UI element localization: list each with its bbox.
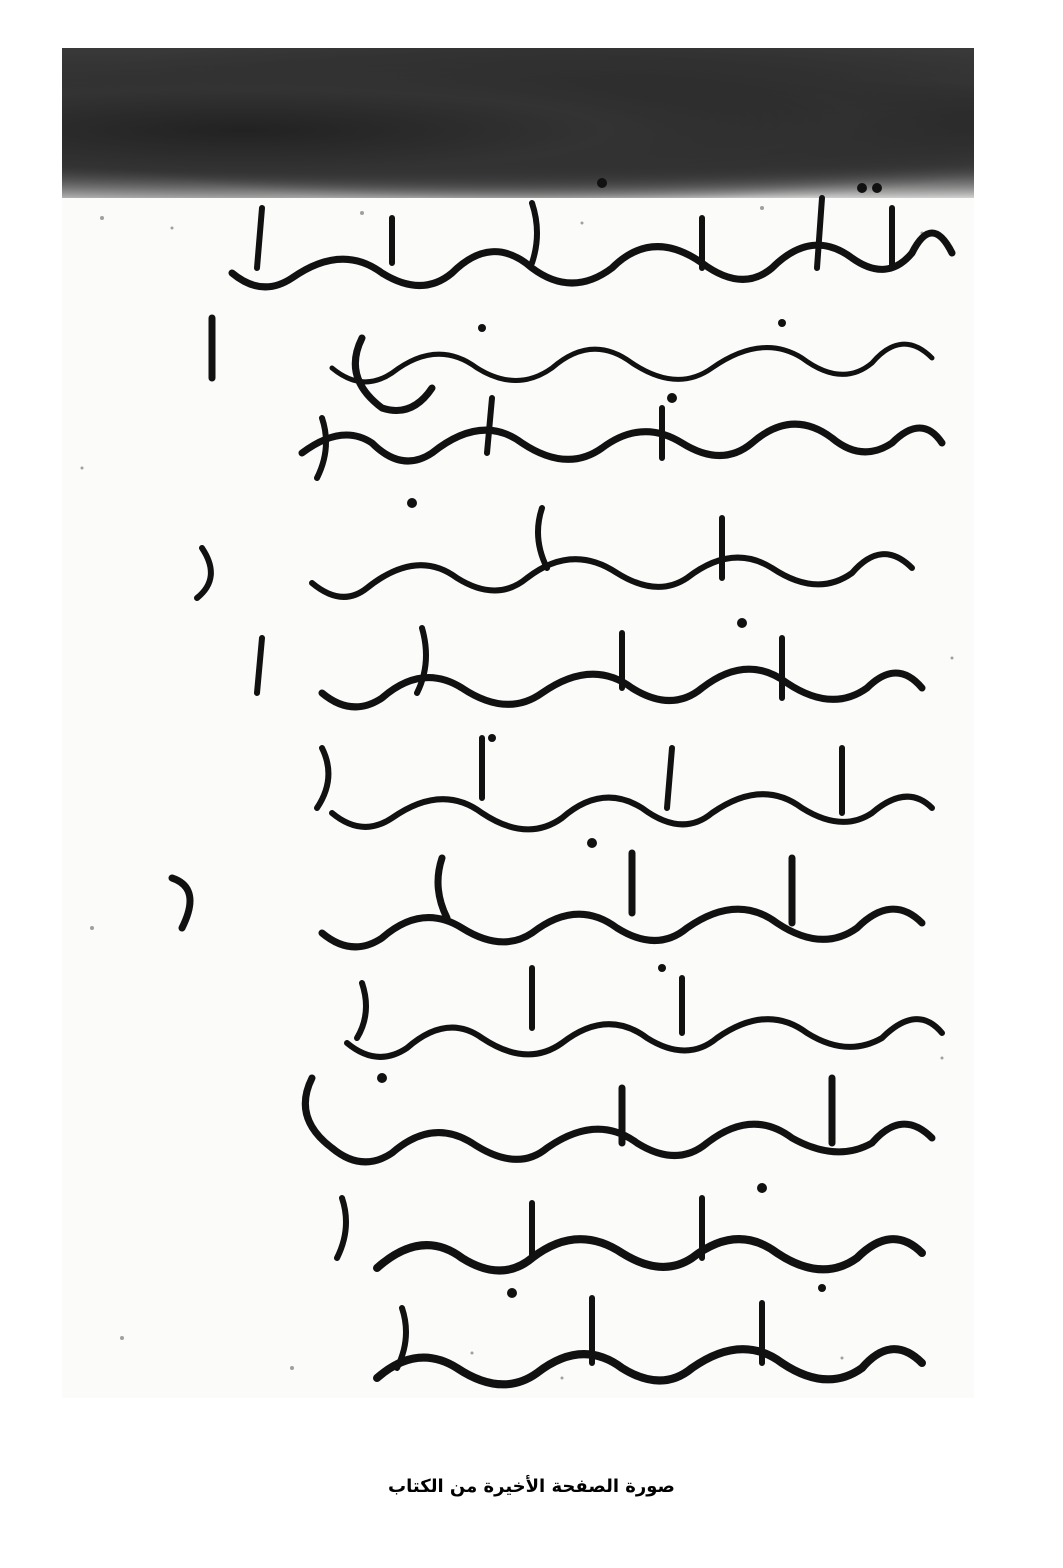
page-caption: صورة الصفحة الأخيرة من الكتاب [388, 1476, 675, 1497]
manuscript-page-image [62, 48, 974, 1398]
calligraphy-strokes [62, 48, 974, 1398]
